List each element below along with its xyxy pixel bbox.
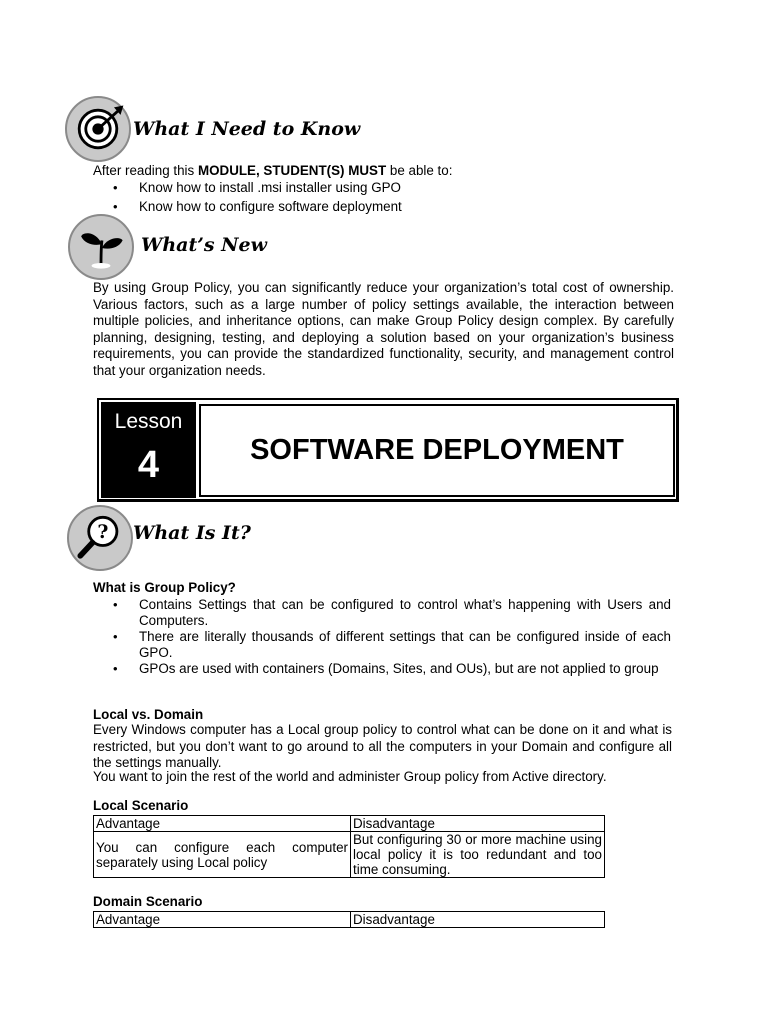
domain-scenario-table [93, 911, 605, 928]
intro-text-end: be able to: [386, 163, 453, 178]
table-cell-advantage: You can configure each computer separately using Local policy [94, 832, 351, 878]
local-scenario-heading: Local Scenario [93, 798, 189, 813]
lesson-number: 4 [137, 444, 160, 486]
local-vs-domain-paragraph-2: You want to join the rest of the world and administer Group policy from Active directory. [93, 769, 607, 784]
list-item: • GPOs are used with containers (Domains, Sites, and OUs), but are not applied to group [113, 661, 671, 677]
seedling-icon [68, 214, 134, 280]
section-title-need-to-know: What I Need to Know [133, 118, 361, 140]
list-item: • Know how to install .msi installer using GPO [113, 180, 402, 196]
target-icon [65, 96, 131, 162]
lesson-title: SOFTWARE DEPLOYMENT [199, 404, 675, 497]
whats-new-paragraph: By using Group Policy, you can significantly reduce your organization’s total cost of ownership. Various factors, such as a large number of policy settings available, the interaction between multiple policies, and inheritance options, can make Group Policy design complex. By carefully planning, designing, testing, and deploying a solution based on your organization’s business requirements, you can provide the standardized functionality, security, and management control that your organization needs. [93, 280, 674, 378]
table-cell-disadvantage: But configuring 30 or more machine using local policy it is too redundant and too time consuming. [351, 832, 605, 878]
table-row [94, 816, 605, 832]
need-to-know-bullets [113, 180, 402, 215]
lesson-number-block [101, 402, 196, 498]
intro-bold-text: MODULE, STUDENT(S) MUST [197, 163, 387, 178]
table-header-advantage: Advantage [94, 912, 351, 928]
need-to-know-intro [93, 163, 452, 180]
intro-text: After reading this [93, 163, 198, 178]
group-policy-bullets [113, 597, 671, 677]
magnifier-question-icon [67, 505, 133, 571]
table-header-advantage: Advantage [94, 816, 351, 832]
table-row [94, 832, 605, 878]
section-title-what-is-it: What Is It? [133, 522, 251, 544]
list-item: • There are literally thousands of different settings that can be configured inside of each GPO. [113, 629, 671, 661]
group-policy-question: What is Group Policy? [93, 580, 236, 595]
domain-scenario-heading: Domain Scenario [93, 894, 203, 909]
local-scenario-table [93, 815, 605, 878]
local-vs-domain-paragraph: Every Windows computer has a Local group policy to control what can be done on it and what is restricted, but you don’t want to go around to all the computers in your Domain and configure all the settings manually. [93, 722, 672, 770]
table-header-disadvantage: Disadvantage [351, 816, 605, 832]
section-title-whats-new: What’s New [141, 234, 267, 256]
table-row [94, 912, 605, 928]
svg-text:?: ? [97, 521, 109, 543]
lesson-label: Lesson [114, 410, 183, 433]
table-header-disadvantage: Disadvantage [351, 912, 605, 928]
list-item: • Contains Settings that can be configured to control what’s happening with Users and Computers. [113, 597, 671, 629]
list-item: • Know how to configure software deployment [113, 199, 402, 215]
local-vs-domain-heading: Local vs. Domain [93, 707, 204, 722]
